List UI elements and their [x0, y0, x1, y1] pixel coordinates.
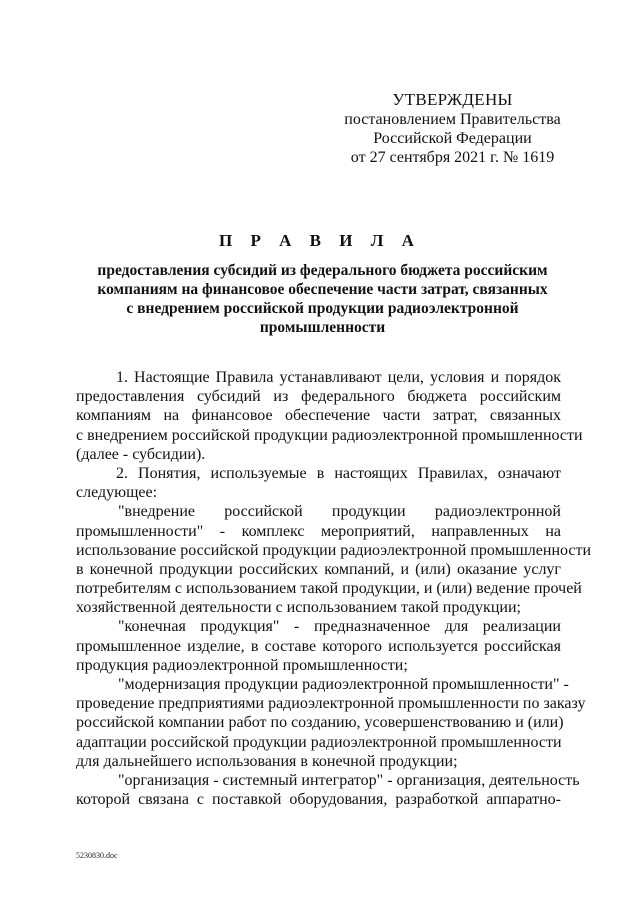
document-body	[76, 368, 592, 809]
definition-line: адаптации российской продукции радиоэлектронной промышленности	[76, 733, 562, 751]
approval-line: Российской Федерации	[373, 130, 532, 147]
definition-line: для дальнейшего использования в конечной продукции;	[76, 752, 458, 770]
approval-line: постановлением Правительства	[344, 111, 561, 128]
definition-line: "конечная продукция" - предназначенное для реализации	[118, 618, 561, 636]
subtitle-line: предоставления субсидий из федерального бюджета российским	[97, 262, 548, 279]
definition-line: использование российской продукции радиоэлектронной промышленности	[76, 541, 592, 559]
definition-line: которой связана с поставкой оборудования, разработкой аппаратно-	[76, 791, 561, 809]
approval-block	[330, 90, 575, 167]
paragraph-2-line: следующее:	[76, 484, 158, 502]
definition-line: "внедрение российской продукции радиоэлектронной	[118, 503, 561, 521]
definition-line: "модернизация продукции радиоэлектронной промышленности" -	[118, 676, 569, 693]
definition-line: продукция радиоэлектронной промышленности;	[76, 656, 408, 674]
paragraph-1-line: 1. Настоящие Правила устанавливают цели, условия и порядок	[116, 369, 561, 386]
subtitle-line: компаниям на финансовое обеспечение части затрат, связанных	[97, 281, 548, 298]
approval-heading: УТВЕРЖДЕНЫ	[392, 90, 513, 109]
paragraph-1-line: компаниям на финансовое обеспечение части затрат, связанных	[76, 407, 561, 425]
paragraph-1-line: с внедрением российской продукции радиоэлектронной промышленности	[76, 426, 583, 444]
definition-line: хозяйственной деятельности с использованием такой продукции;	[76, 599, 521, 617]
paragraph-1-line: (далее - субсидии).	[76, 445, 206, 463]
definition-line: потребителям с использованием такой продукции, и (или) ведение прочей	[76, 580, 582, 598]
definition-line: промышленное изделие, в составе которого используется российская	[76, 637, 561, 655]
document-subtitle	[95, 261, 550, 337]
definition-line: проведение предприятиями радиоэлектронной промышленности по заказу	[76, 695, 586, 713]
subtitle-line: промышленности	[259, 319, 386, 336]
definition-line: "организация - системный интегратор" - организация, деятельность	[118, 771, 580, 789]
paragraph-1-line: предоставления субсидий из федерального бюджета российским	[76, 388, 561, 406]
definition-line: промышленности" - комплекс мероприятий, направленных на	[76, 522, 561, 540]
file-reference: 5230830.doc	[76, 851, 118, 860]
definition-line: российской компании работ по созданию, усовершенствованию и (или)	[76, 714, 564, 732]
paragraph-2-line: 2. Понятия, используемые в настоящих Правилах, означают	[116, 464, 561, 482]
subtitle-line: с внедрением российской продукции радиоэлектронной	[126, 300, 519, 317]
approval-date-line: от 27 сентября 2021 г. № 1619	[350, 149, 555, 166]
document-title: П Р А В И Л А	[219, 231, 421, 250]
definition-line: в конечной продукции российских компаний, и (или) оказание услуг	[76, 560, 561, 578]
